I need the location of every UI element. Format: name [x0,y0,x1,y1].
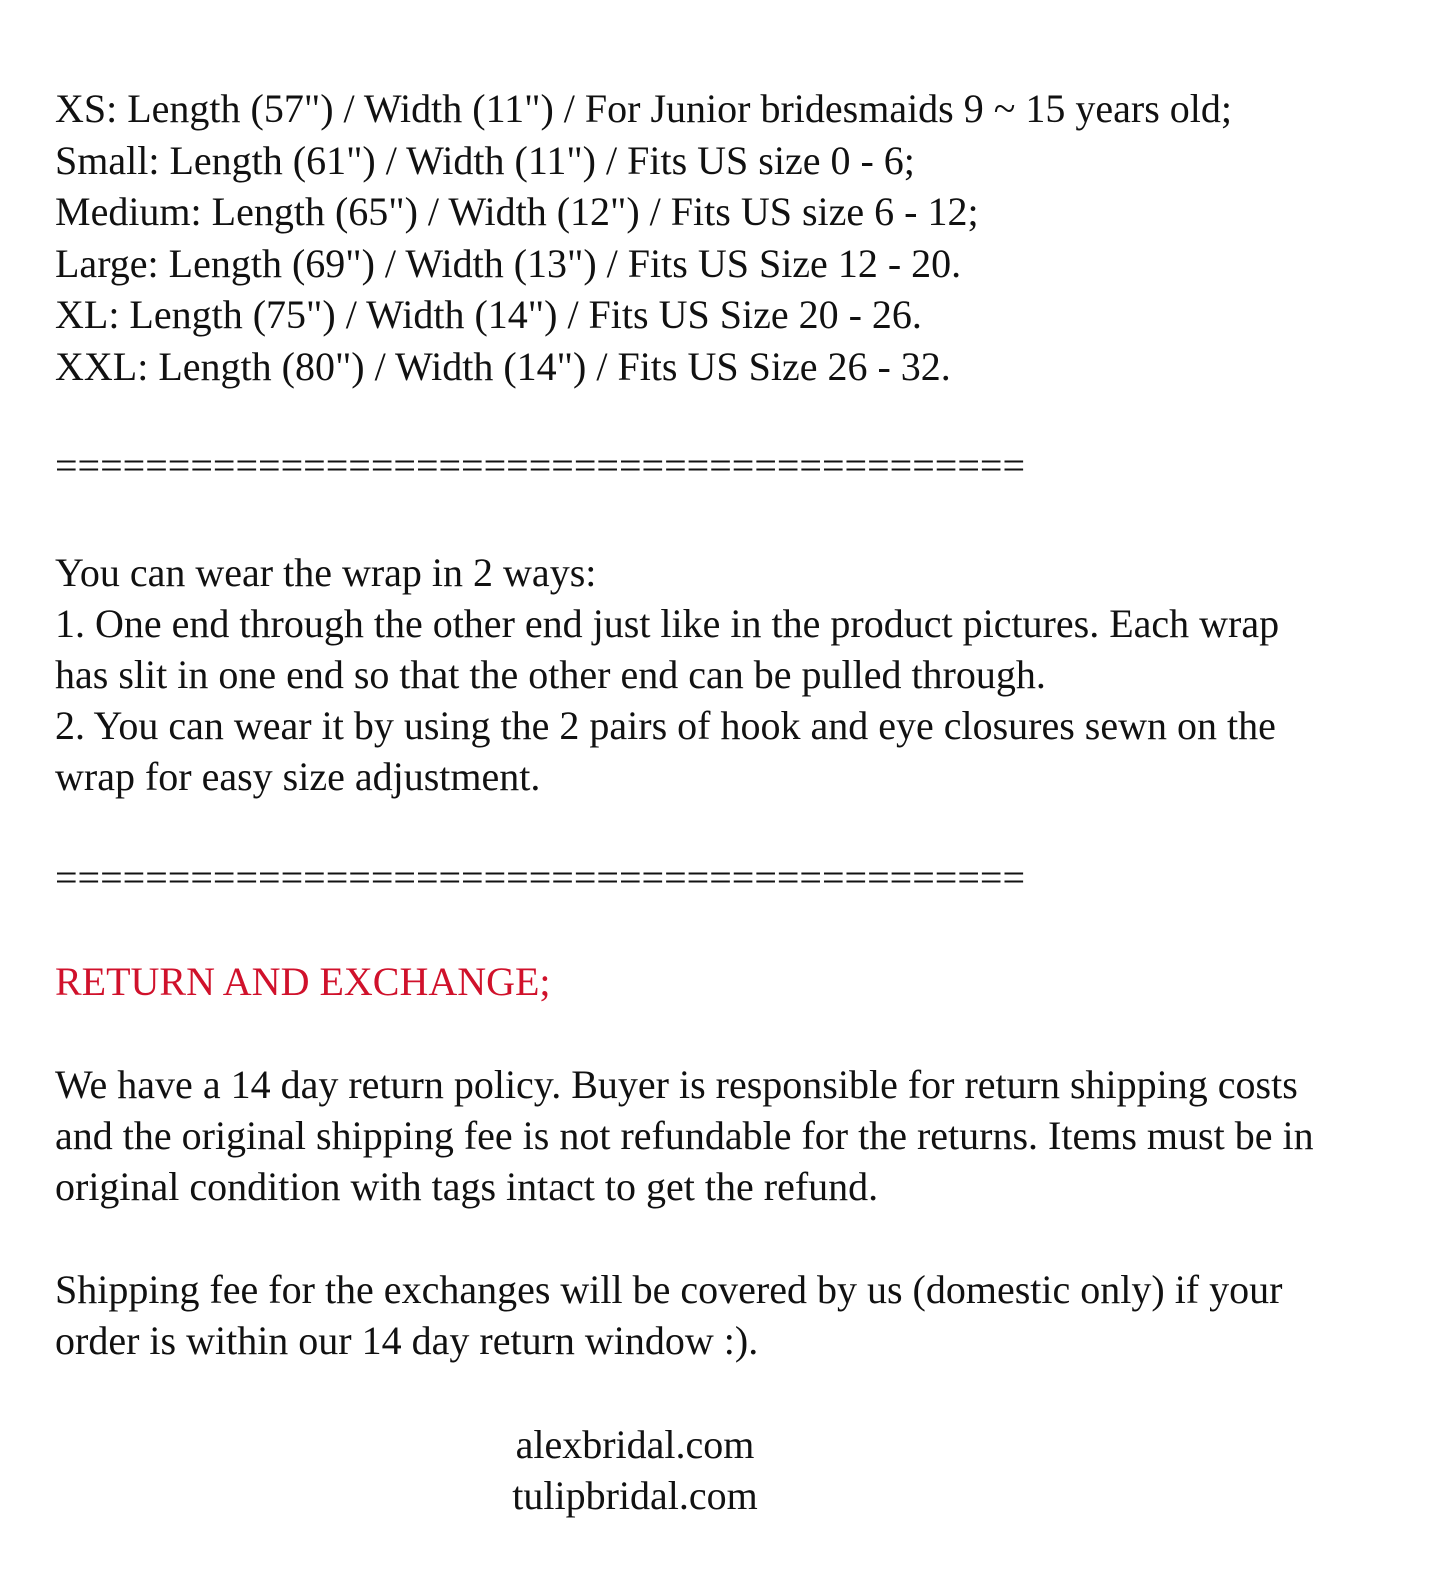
wear-way2-line1: 2. You can wear it by using the 2 pairs of hook and eye closures sewn on the [55,703,1276,748]
divider-2: =========================================== [55,855,1026,900]
wear-way2-line2: wrap for easy size adjustment. [55,754,541,799]
footer-site-alexbridal: alexbridal.com [515,1422,755,1467]
return-exchange-heading: RETURN AND EXCHANGE; [55,959,551,1004]
size-line-xxl: XXL: Length (80") / Width (14") / Fits US Size 26 - 32. [55,344,951,389]
size-line-xs: XS: Length (57") / Width (11") / For Junior bridesmaids 9 ~ 15 years old; [55,86,1233,131]
size-line-small: Small: Length (61") / Width (11") / Fits US size 0 - 6; [55,138,915,183]
wear-intro: You can wear the wrap in 2 ways: [55,550,597,595]
return-policy-line2: and the original shipping fee is not refundable for the returns. Items must be in [55,1113,1314,1158]
return-policy-line1: We have a 14 day return policy. Buyer is responsible for return shipping costs [55,1062,1298,1107]
size-line-medium: Medium: Length (65") / Width (12") / Fits US size 6 - 12; [55,189,979,234]
footer-site-tulipbridal: tulipbridal.com [512,1473,758,1518]
exchange-policy-line1: Shipping fee for the exchanges will be covered by us (domestic only) if your [55,1267,1283,1312]
size-line-xl: XL: Length (75") / Width (14") / Fits US Size 20 - 26. [55,292,922,337]
return-policy-line3: original condition with tags intact to get the refund. [55,1164,879,1209]
size-line-large: Large: Length (69") / Width (13") / Fits US Size 12 - 20. [55,241,962,286]
wear-way1-line1: 1. One end through the other end just like in the product pictures. Each wrap [55,601,1280,646]
divider-1: =========================================== [55,443,1026,488]
wear-way1-line2: has slit in one end so that the other end can be pulled through. [55,652,1046,697]
exchange-policy-line2: order is within our 14 day return window :). [55,1318,759,1363]
